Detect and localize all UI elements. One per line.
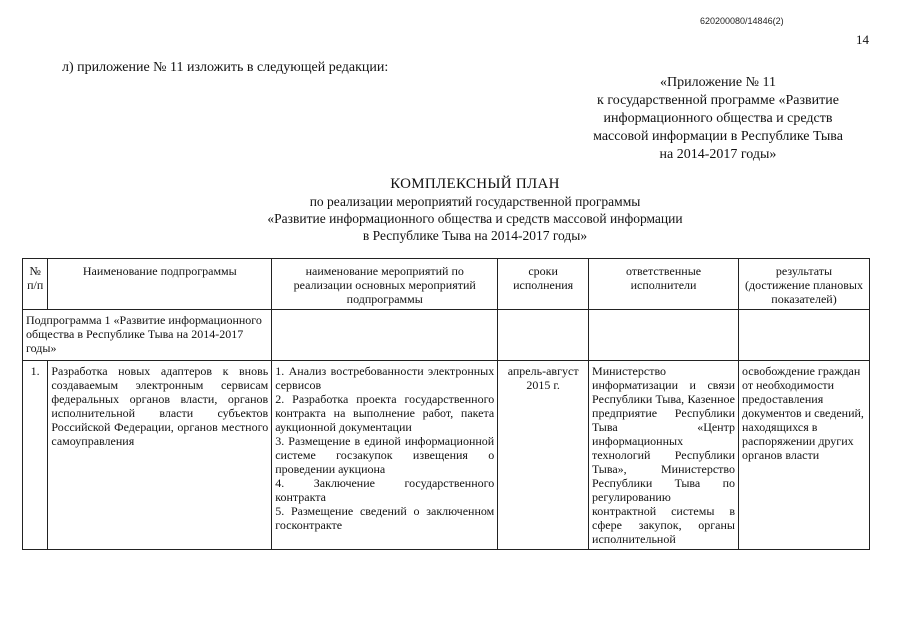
plan-table: [22, 258, 870, 550]
empty-cell: [498, 310, 589, 361]
row-responsible: Министерство информатизации и связи Республики Тыва, Казенное предприятие Республики Тыва «Центр информационных технологий Республики Тыва», Министерство Республики Тыва по регулированию контрактной системы в сфере закупок, органы исполнительной: [589, 361, 739, 550]
intro-text: л) приложение № 11 изложить в следующей редакции:: [62, 60, 389, 75]
row-name: Разработка новых адаптеров к вновь создаваемым электронным сервисам федеральных органов власти, органов исполнительной власти субъектов Российской Федерации, органов местного самоуправления: [48, 361, 272, 550]
appendix-line: на 2014-2017 годы»: [659, 147, 777, 162]
row-number: 1.: [23, 361, 48, 550]
header-activities: наименование мероприятий по реализации основных мероприятий подпрограммы: [272, 259, 498, 310]
activity-item: 1. Анализ востребованности электронных сервисов: [275, 364, 495, 392]
document-code: 620200080/14846(2): [700, 16, 784, 26]
plan-title-line: по реализации мероприятий государственной программы: [309, 194, 641, 209]
subprogram-title: Подпрограмма 1 «Развитие информационного общества в Республике Тыва на 2014-2017 годы»: [23, 310, 272, 361]
plan-title-line: «Развитие информационного общества и средств массовой информации: [267, 211, 683, 226]
appendix-line: информационного общества и средств: [603, 111, 833, 126]
subprogram-row: [23, 310, 870, 361]
appendix-heading: [573, 74, 863, 164]
activity-item: 4. Заключение государственного контракта: [275, 476, 495, 504]
header-term: сроки исполнения: [498, 259, 589, 310]
header-results: результаты (достижение плановых показателей): [739, 259, 870, 310]
row-activities: [272, 361, 498, 550]
table-header-row: [23, 259, 870, 310]
appendix-line: массовой информации в Республике Тыва: [593, 129, 843, 144]
activity-item: 5. Размещение сведений о заключенном госконтракте: [275, 504, 495, 532]
row-result: освобождение граждан от необходимости предоставления документов и сведений, находящихся в распоряжении других органов власти: [739, 361, 870, 550]
header-subprogram-name: Наименование подпрограммы: [48, 259, 272, 310]
appendix-line: к государственной программе «Развитие: [597, 93, 839, 108]
row-term: апрель-август 2015 г.: [498, 361, 589, 550]
page-number: 14: [856, 32, 869, 47]
header-number: № п/п: [23, 259, 48, 310]
table-row: [23, 361, 870, 550]
empty-cell: [739, 310, 870, 361]
header-responsible: ответственные исполнители: [589, 259, 739, 310]
activity-item: 2. Разработка проекта государственного контракта на выполнение работ, пакета аукционной документации: [275, 392, 495, 434]
activity-item: 3. Размещение в единой информационной системе госзакупок извещения о проведении аукциона: [275, 434, 495, 476]
empty-cell: [272, 310, 498, 361]
appendix-line: «Приложение № 11: [660, 75, 776, 90]
plan-title: [170, 176, 780, 244]
plan-title-line: в Республике Тыва на 2014-2017 годы»: [362, 228, 588, 243]
empty-cell: [589, 310, 739, 361]
plan-title-main: КОМПЛЕКСНЫЙ ПЛАН: [390, 176, 560, 192]
